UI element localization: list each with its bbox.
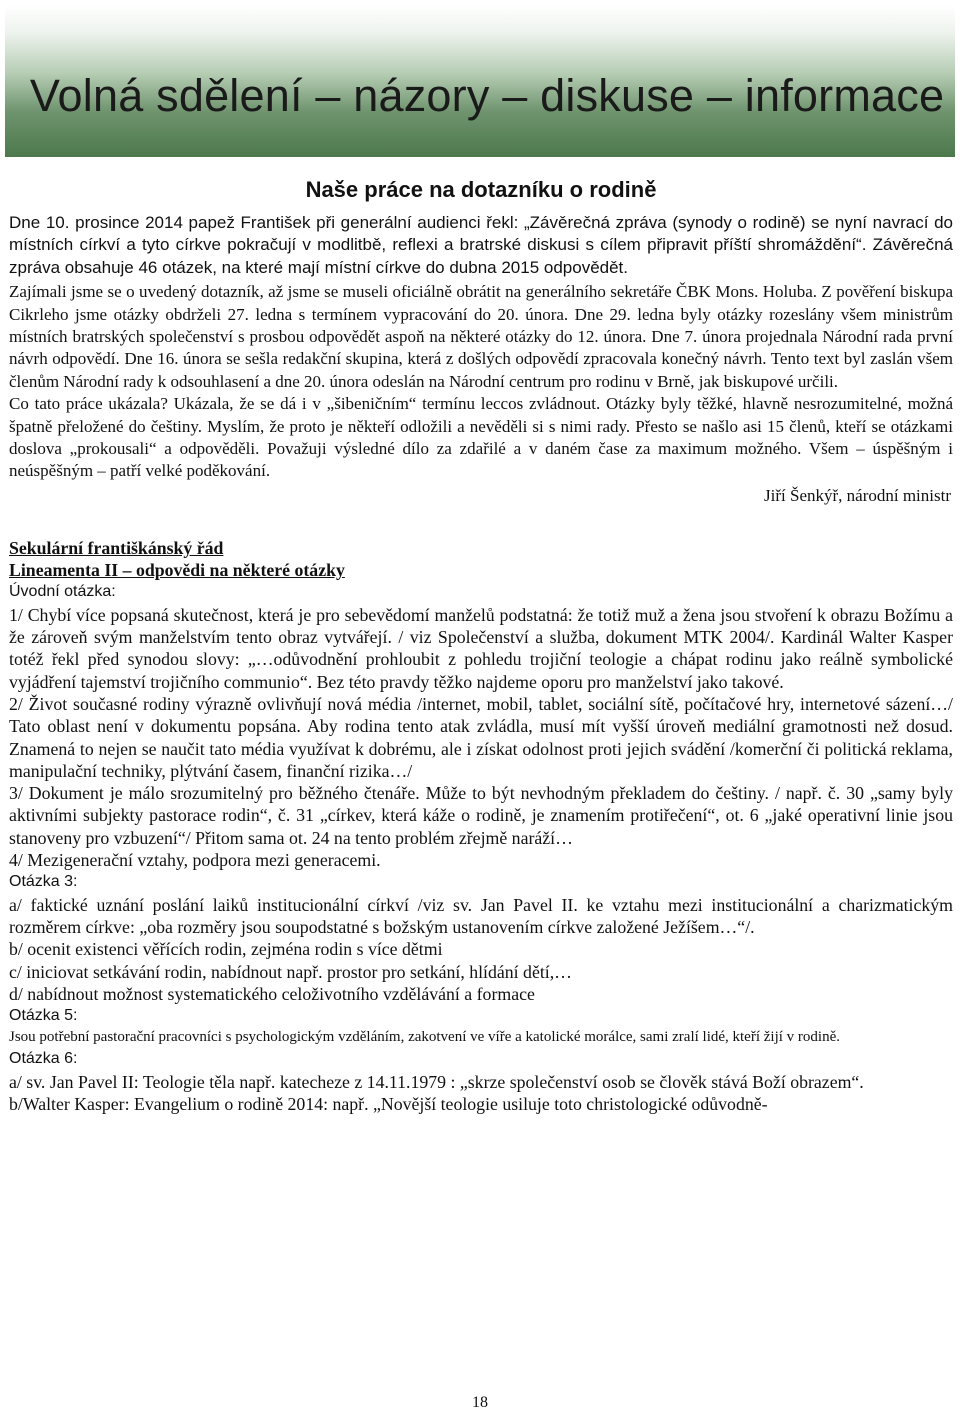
question-6-b: b/Walter Kasper: Evangelium o rodině 2014: např. „Novější teologie usiluje toto christologické odůvodně-	[9, 1094, 768, 1114]
section-heading: Naše práce na dotazníku o rodině	[305, 177, 657, 202]
question-3-label: Otázka 3:	[9, 873, 78, 891]
signature: Jiří Šenkýř, národní ministr	[764, 485, 951, 505]
intro-question-label: Úvodní otázka:	[9, 583, 116, 601]
answer-4: 4/ Mezigenerační vztahy, podpora mezi generacemi.	[9, 850, 381, 871]
header-banner	[5, 5, 955, 157]
question-6-a: a/ sv. Jan Pavel II: Teologie těla např. katecheze z 14.11.1979 : „skrze společenství osob se člověk stává Boží obrazem“.	[9, 1071, 864, 1092]
page-title: Volná sdělení – názory – diskuse – informace	[29, 70, 945, 121]
paragraph-process: Zajímali jsme se o uvedený dotazník, až jsme se museli oficiálně obrátit na generálního sekretáře ČBK Mons. Holuba. Z pověření biskupa Cikrleho jsme otázky obdrželi 27. ledna s termínem vypracování do 20. února. Dne 29. ledna byly otázky rozeslány všem ministrům místních bratrských společenství s prosbou odpovědět aspoň na některé otázky do 12. února. Dne 7. února projednala Národní rada první návrh odpovědí. Dne 16. února se sešla redakční skupina, která z došlých odpovědí zpracovala konečný návrh. Tento text byl zaslán všem členům Národní rady k odsouhlasení a dne 20. února odeslán na Národní centrum pro rodinu v Brně, jak biskupové určili.	[9, 282, 953, 391]
question-3-b: b/ ocenit existenci věřících rodin, zejména rodin s více dětmi	[9, 939, 443, 960]
answer-1: 1/ Chybí více popsaná skutečnost, která je pro sebevědomí manželů podstatná: že totiž muž a žena jsou stvoření k obrazu Božímu a že zároveň svým manželstvím tento obraz vytvářejí. / viz Společenství a služba, dokument MTK 2004/. Kardinál Walter Kasper totéž řekl před synodou slovy: „…odůvodnění prohloubit z pohledu trojiční teologie a chápat rodinu jako reálně symbolické vyjádření tajemství trojičního communio“. Bez této pravdy těžko najdeme oporu pro manželství jako takové.	[9, 604, 953, 692]
answer-2: 2/ Život současné rodiny výrazně ovlivňují nová média /internet, mobil, tablet, sociální sítě, počítačové hry, internetové sázení…/ Tato oblast není v dokumentu popsána. Aby rodina tento atak zvládla, musí mít vyšší úroveň mediální gramotnosti než dosud. Znamená to nejen se naučit tato média využívat k dobrému, ale i získat odolnost proti jejich svádění /komerční či politická reklama, manipulační techniky, plýtvání časem, finanční rizika…/	[9, 693, 953, 781]
page-number: 18	[472, 1394, 488, 1411]
section-lineamenta	[9, 537, 953, 1115]
question-5-answer: Jsou potřební pastorační pracovníci s psychologickým vzděláním, zakotvení ve víře a katolické morálce, sami zralí lidé, kteří žijí v rodině.	[9, 1029, 840, 1046]
question-3-a: a/ faktické uznání poslání laiků institucionální církví /viz sv. Jan Pavel II. ke vztahu mezi institucionální a charizmatickým rozměrem církve: „oba rozměry jsou soupodstatné s božským ustanovením církve založené Ježíšem…“/.	[9, 894, 953, 937]
question-5-label: Otázka 5:	[9, 1007, 78, 1025]
section-dotaznik	[9, 172, 953, 508]
order-heading: Sekulární františkánský řád	[9, 537, 224, 558]
paragraph-result: Co tato práce ukázala? Ukázala, že se dá i v „šibeničním“ termínu leccos zvládnout. Otázky byly těžké, hlavně nesrozumitelné, možná špatně přeložené do češtiny. Myslím, že proto je někteří odložili a nevěděli si s nimi rady. Přesto se našlo asi 15 členů, kteří se otázkami doslova „prokousali“ a odpověděli. Považuji výsledné dílo za zdařilé a v daném čase za maximum možného. Všem – úspěšným i neúspěšným – patří velké poděkování.	[9, 394, 953, 481]
question-6-label: Otázka 6:	[9, 1050, 78, 1068]
question-3-d: d/ nabídnout možnost systematického celoživotního vzdělávání a formace	[9, 983, 535, 1004]
question-3-c: c/ iniciovat setkávání rodin, nabídnout např. prostor pro setkání, hlídání dětí,…	[9, 961, 572, 982]
article-content	[9, 172, 953, 1115]
answer-3: 3/ Dokument je málo srozumitelný pro běžného čtenáře. Může to být nevhodným překladem do češtiny. / např. č. 30 „samy byly aktivními subjekty pastorace rodin“, č. 31 „církev, která káže o rodině, je znamením protiřečení“, ot. 6 „jaké operativní linie jsou stanoveny pro vzbuzení“/ Přitom sama ot. 24 na tento problém zřejmě naráží…	[9, 783, 953, 848]
lineamenta-heading: Lineamenta II – odpovědi na některé otázky	[9, 560, 345, 581]
paragraph-intro: Dne 10. prosince 2014 papež František při generální audienci řekl: „Závěrečná zpráva (synody o rodině) se nyní navrací do místních církví a tyto církve pokračují v modlitbě, reflexi a bratrské diskusi s cílem připravit příští shromáždění“. Závěrečná zpráva obsahuje 46 otázek, na které mají místní církve do dubna 2015 odpovědět.	[9, 213, 953, 277]
